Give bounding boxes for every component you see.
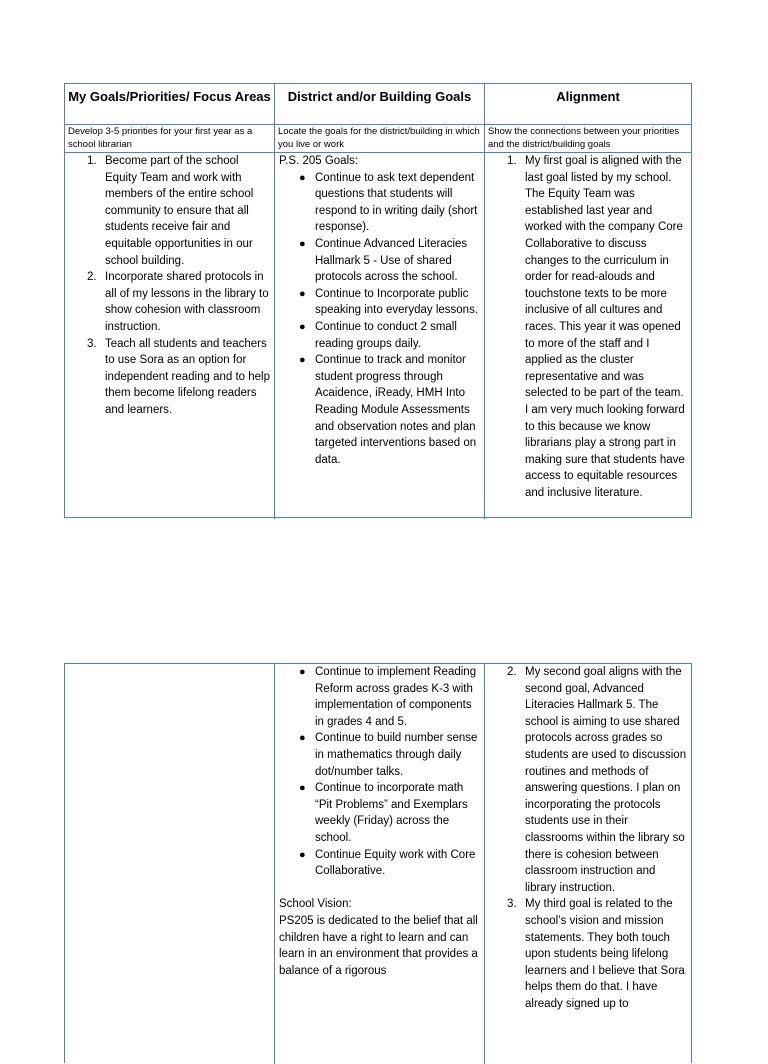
content-row — [65, 664, 691, 1064]
list-item — [279, 236, 480, 286]
list-item — [489, 153, 687, 501]
list-item — [69, 153, 270, 269]
bullet-marker: ● — [299, 782, 306, 795]
list-item — [279, 664, 480, 730]
bullet-marker: ● — [299, 237, 306, 250]
my-goals-cell — [65, 153, 275, 519]
list-item — [279, 780, 480, 846]
header-my-goals: My Goals/Priorities/ Focus Areas — [65, 84, 275, 124]
list-item-text: Continue Advanced Literacies Hallmark 5 - Use of shared protocols across the school. — [315, 237, 468, 284]
list-item-text: Teach all students and teachers to use Sora as an option for independent reading and to help them become lifelong readers and learners. — [105, 337, 270, 416]
list-number: 2. — [87, 271, 97, 284]
list-item-text: Continue to implement Reading Reform across grades K-3 with implementation of components in grades 4 and 5. — [315, 666, 477, 728]
content-row — [65, 153, 691, 519]
list-item — [279, 730, 480, 780]
goals-table-page2 — [64, 663, 692, 1063]
header-district-goals: District and/or Building Goals — [275, 84, 485, 124]
list-item-text: Continue to incorporate math “Pit Problems” and Exemplars weekly (Friday) across the school. — [315, 782, 468, 844]
district-title: P.S. 205 Goals: — [279, 155, 359, 167]
spacer — [279, 880, 480, 897]
header-alignment: Alignment — [556, 89, 620, 104]
my-goals-list — [69, 153, 270, 419]
list-item — [279, 847, 480, 880]
list-item-text: Become part of the school Equity Team and work with members of the entire school community to ensure that all students receive fair and equitable opportunities in our school building. — [105, 155, 254, 267]
subheader-my-goals: Develop 3-5 priorities for your first year as a school librarian — [65, 125, 275, 152]
bullet-marker: ● — [299, 171, 306, 184]
subheader-row — [65, 124, 691, 153]
my-goals-cell-empty — [65, 664, 275, 1064]
list-item — [489, 896, 687, 1012]
list-item — [279, 286, 480, 319]
list-item-text: My second goal aligns with the second goal, Advanced Literacies Hallmark 5. The school is aiming to use shared protocols across grades so students are used to discussion routines and methods of answering questions. I plan on incorporating the protocols students use in their classrooms within the library so there is cohesion between classroom instruction and library instruction. — [525, 666, 687, 894]
bullet-marker: ● — [299, 848, 306, 861]
list-number: 1. — [87, 155, 97, 167]
alignment-cell — [485, 664, 691, 1064]
list-item — [69, 269, 270, 335]
list-item-text: Continue to track and monitor student progress through Acaidence, iReady, HMH Into Reading Module Assessments and observation notes and plan targeted interventions based on data. — [315, 354, 477, 466]
list-item-text: Continue to conduct 2 small reading groups daily. — [315, 320, 457, 350]
vision-title: School Vision: — [279, 898, 352, 911]
list-item — [489, 664, 687, 896]
alignment-list — [489, 153, 687, 501]
alignment-list — [489, 664, 687, 1012]
list-item — [69, 336, 270, 419]
list-item-text: My third goal is related to the school’s vision and mission statements. They both touch upon students being lifelong learners and I believe that Sora helps them do that. I have already signed up to — [525, 898, 685, 1010]
bullet-marker: ● — [299, 354, 306, 367]
list-number: 2. — [507, 666, 517, 678]
subheader-district-goals: Locate the goals for the district/building in which you live or work — [275, 125, 485, 152]
list-item — [279, 170, 480, 236]
list-item — [279, 352, 480, 468]
list-item-text: Continue to ask text dependent questions that students will respond to in writing daily (short response). — [315, 171, 478, 234]
subheader-alignment: Show the connections between your priorities and the district/building goals — [488, 126, 680, 150]
list-number: 3. — [507, 898, 517, 911]
header-row — [65, 84, 691, 124]
bullet-marker: ● — [299, 287, 306, 300]
list-item-text: My first goal is aligned with the last goal listed by my school. The Equity Team was established last year and worked with the company Core Collaborative to discuss changes to the curriculum in order for read-alouds and touchstone texts to be more inclusive of all cultures and races. This year it was opened to more of the staff and I applied as the cluster representative and was selected to be part of the team. I am very much looking forward to this because we know librarians play a strong part in making sure that students have access to equitable resources and inclusive literature. — [525, 155, 685, 499]
goals-table-page1 — [64, 83, 692, 518]
district-goals-list — [279, 170, 480, 469]
list-item — [279, 319, 480, 352]
list-item-text: Continue to Incorporate public speaking into everyday lessons. — [315, 287, 479, 317]
bullet-marker: ● — [299, 732, 306, 745]
list-item-text: Continue Equity work with Core Collaborative. — [315, 848, 476, 878]
list-number: 3. — [87, 337, 97, 350]
district-goals-list — [279, 664, 480, 880]
bullet-marker: ● — [299, 666, 306, 678]
list-item-text: Continue to build number sense in mathematics through daily dot/number talks. — [315, 732, 478, 778]
vision-text: PS205 is dedicated to the belief that all children have a right to learn and can learn in an environment that provides a balance of a rigorous — [279, 914, 478, 977]
list-item-text: Incorporate shared protocols in all of my lessons in the library to show cohesion with classroom instruction. — [105, 271, 269, 333]
district-goals-cell — [275, 664, 485, 1064]
alignment-cell — [485, 153, 691, 519]
district-goals-cell — [275, 153, 485, 519]
list-number: 1. — [507, 155, 517, 167]
bullet-marker: ● — [299, 320, 306, 333]
